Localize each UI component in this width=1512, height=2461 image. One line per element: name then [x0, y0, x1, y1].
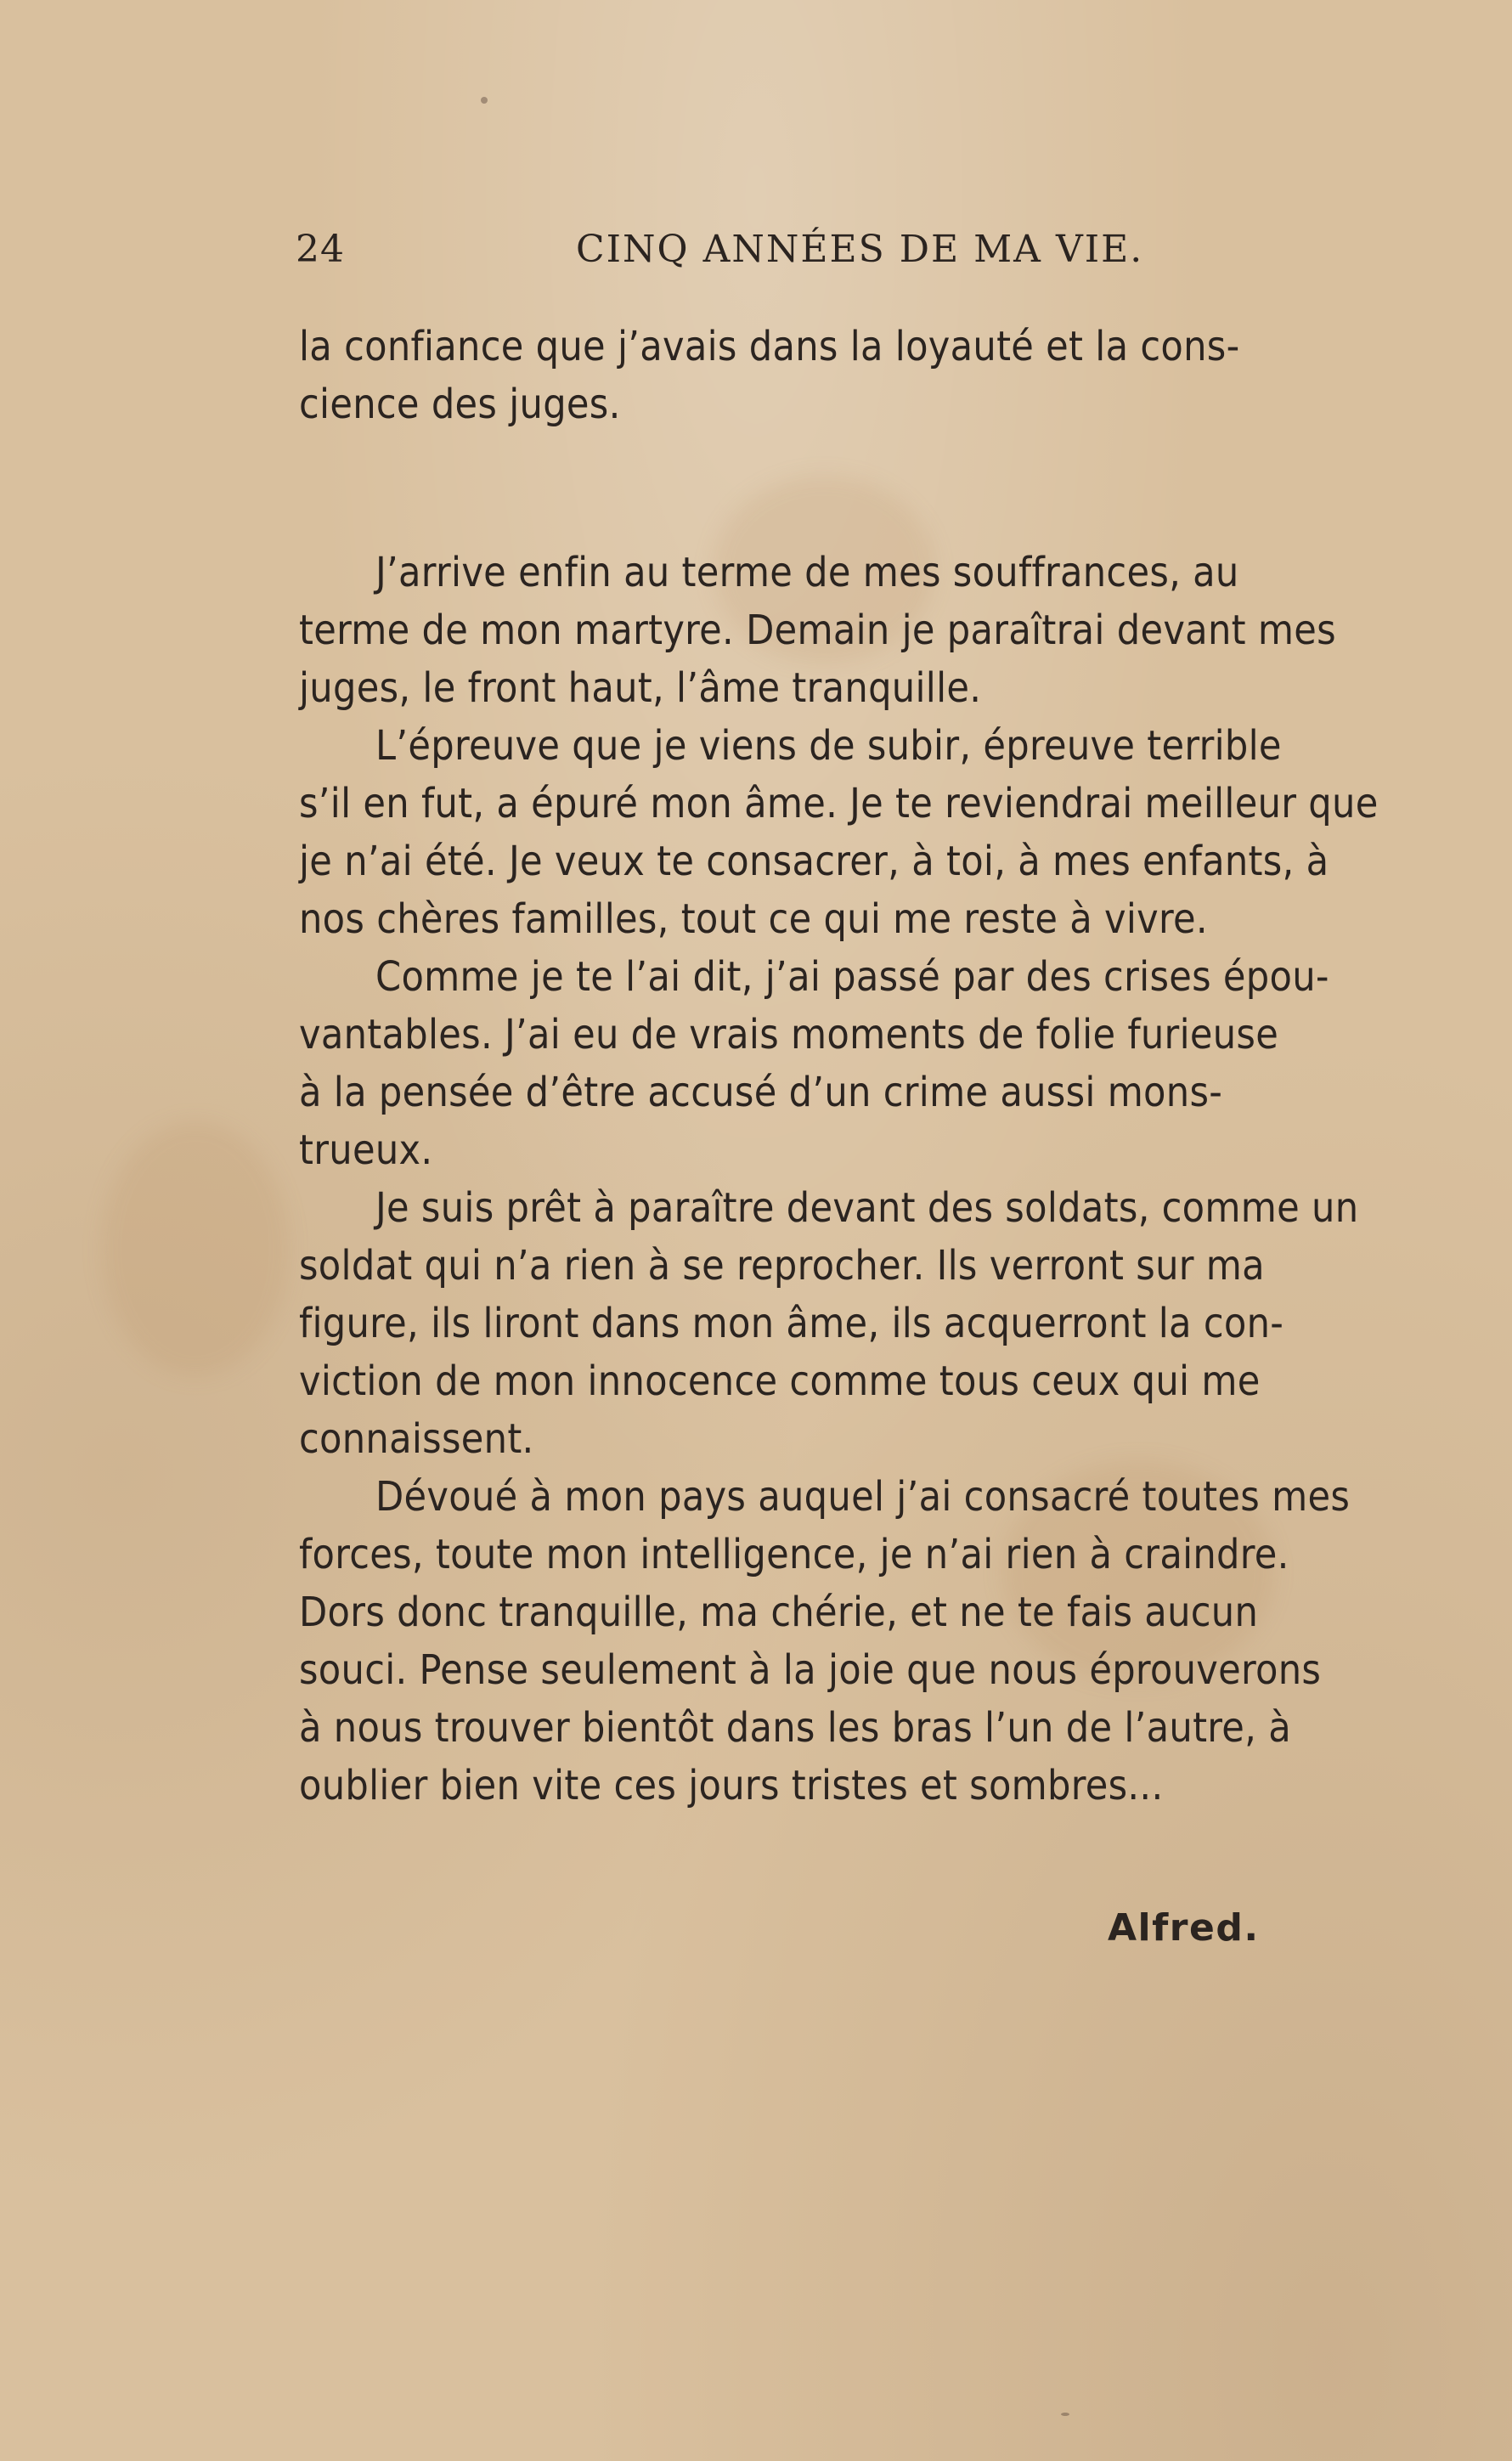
text-line: cience des juges.	[299, 381, 621, 428]
running-title: CINQ ANNÉES DE MA VIE.	[576, 228, 1144, 271]
text-line: s’il en fut, a épuré mon âme. Je te reviendrai meilleur que	[299, 780, 1379, 827]
text-line: forces, toute mon intelligence, je n’ai rien à craindre.	[299, 1531, 1289, 1578]
paragraph	[299, 948, 1386, 1179]
page-number: 24	[296, 228, 345, 271]
paragraph	[299, 1468, 1386, 1815]
text-line: la confiance que j’avais dans la loyauté et la cons-	[299, 323, 1240, 370]
text-line: figure, ils liront dans mon âme, ils acquerront la con-	[299, 1300, 1284, 1347]
text-line: terme de mon martyre. Demain je paraîtrai devant mes	[299, 607, 1336, 654]
text-line: viction de mon innocence comme tous ceux qui me	[299, 1358, 1261, 1405]
paragraph	[299, 1179, 1386, 1468]
paper-stain	[102, 1121, 289, 1376]
text-line: Dors donc tranquille, ma chérie, et ne te fais aucun	[299, 1589, 1259, 1636]
text-line: soldat qui n’a rien à se reprocher. Ils verront sur ma	[299, 1242, 1265, 1290]
section-gap	[299, 433, 1386, 544]
text-line: juges, le front haut, l’âme tranquille.	[299, 664, 982, 712]
text-line: Dévoué à mon pays auquel j’ai consacré toutes mes	[375, 1473, 1351, 1521]
text-line: oublier bien vite ces jours tristes et sombres...	[299, 1762, 1164, 1809]
paragraph	[299, 544, 1386, 717]
signature: Alfred.	[1108, 1906, 1260, 1950]
text-line: nos chères familles, tout ce qui me reste à vivre.	[299, 895, 1208, 943]
body-text	[299, 318, 1386, 1815]
dust-speck	[481, 97, 488, 104]
text-line: à la pensée d’être accusé d’un crime aussi mons-	[299, 1069, 1223, 1116]
text-line: J’arrive enfin au terme de mes souffrances, au	[375, 549, 1239, 596]
text-line: souci. Pense seulement à la joie que nous éprouverons	[299, 1646, 1322, 1694]
text-line: L’épreuve que je viens de subir, épreuve terrible	[375, 722, 1282, 770]
text-line: je n’ai été. Je veux te consacrer, à toi, à mes enfants, à	[299, 838, 1329, 885]
dust-speck	[1061, 2413, 1069, 2416]
paragraph	[299, 318, 1386, 433]
paragraph	[299, 717, 1386, 948]
text-line: vantables. J’ai eu de vrais moments de folie furieuse	[299, 1011, 1279, 1058]
text-line: à nous trouver bientôt dans les bras l’un de l’autre, à	[299, 1704, 1291, 1752]
page-header	[296, 228, 1145, 279]
text-line: Je suis prêt à paraître devant des soldats, comme un	[375, 1184, 1359, 1232]
text-line: connaissent.	[299, 1415, 534, 1463]
text-line: Comme je te l’ai dit, j’ai passé par des crises épou-	[375, 953, 1329, 1001]
text-line: trueux.	[299, 1126, 433, 1174]
